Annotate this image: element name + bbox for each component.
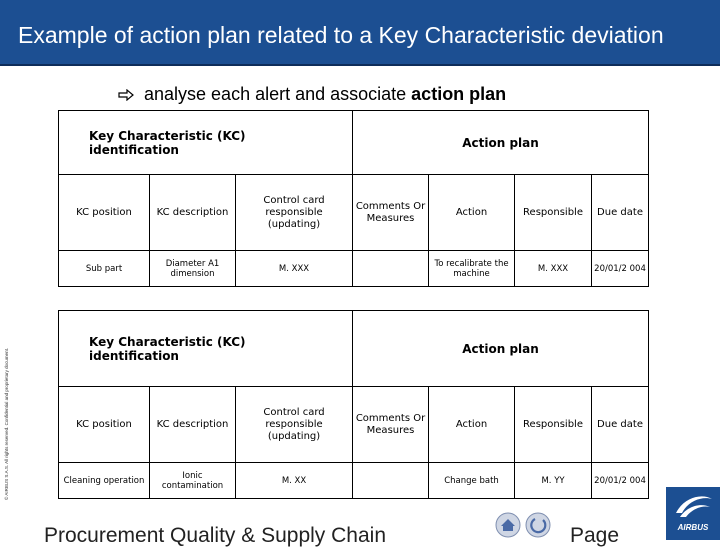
intro-line (118, 84, 506, 105)
kc-identification-header (59, 111, 353, 175)
title-bar (0, 0, 720, 66)
home-icon[interactable] (496, 513, 520, 537)
col-responsible: Responsible (515, 175, 592, 251)
cell-responsible: M. YY (515, 463, 592, 499)
footer-page-label: Page (570, 524, 620, 547)
col-action: Action (429, 387, 515, 463)
kc-header-line2: identification (89, 142, 179, 157)
cell-kc-description: Diameter A1 dimension (150, 251, 236, 287)
col-kc-position: KC position (59, 387, 150, 463)
intro-text: analyse each alert and associate (144, 84, 412, 104)
intro-emphasis: action plan (411, 84, 507, 104)
col-kc-position: KC position (59, 175, 150, 251)
kc-header-line2: identification (89, 348, 179, 363)
airbus-logo (666, 487, 720, 540)
col-kc-description: KC description (150, 175, 236, 251)
back-icon[interactable] (526, 513, 550, 537)
kc-header-line1: Key Characteristic (KC) (89, 334, 246, 349)
cell-comments (353, 463, 429, 499)
cell-control-card: M. XXX (236, 251, 353, 287)
cell-responsible: M. XXX (515, 251, 592, 287)
cell-due-date: 20/01/2 004 (592, 463, 649, 499)
cell-comments (353, 251, 429, 287)
logo-text: AIRBUS (677, 523, 709, 532)
col-kc-description: KC description (150, 387, 236, 463)
col-due-date: Due date (592, 175, 649, 251)
col-comments: Comments Or Measures (353, 175, 429, 251)
arrow-right-icon (118, 89, 134, 101)
footer-title: Procurement Quality & Supply Chain (44, 524, 386, 547)
col-comments: Comments Or Measures (353, 387, 429, 463)
cell-control-card: M. XX (236, 463, 353, 499)
copyright-sidebar: © AIRBUS S.A.S. All rights reserved. Confidential and proprietary document. (4, 347, 9, 500)
kc-action-table-2 (58, 310, 649, 499)
cell-due-date: 20/01/2 004 (592, 251, 649, 287)
col-due-date: Due date (592, 387, 649, 463)
col-responsible: Responsible (515, 387, 592, 463)
col-action: Action (429, 175, 515, 251)
cell-action: To recalibrate the machine (429, 251, 515, 287)
kc-identification-header (59, 311, 353, 387)
col-control-card: Control card responsible (updating) (236, 387, 353, 463)
action-plan-header: Action plan (353, 111, 649, 175)
col-control-card: Control card responsible (updating) (236, 175, 353, 251)
action-plan-header: Action plan (353, 311, 649, 387)
kc-header-line1: Key Characteristic (KC) (89, 128, 246, 143)
airbus-swirl-icon (666, 487, 720, 527)
slide-title: Example of action plan related to a Key Characteristic deviation (18, 22, 664, 48)
cell-kc-position: Cleaning operation (59, 463, 150, 499)
cell-action: Change bath (429, 463, 515, 499)
cell-kc-position: Sub part (59, 251, 150, 287)
cell-kc-description: Ionic contamination (150, 463, 236, 499)
kc-action-table-1 (58, 110, 649, 287)
nav-icons (494, 509, 554, 539)
